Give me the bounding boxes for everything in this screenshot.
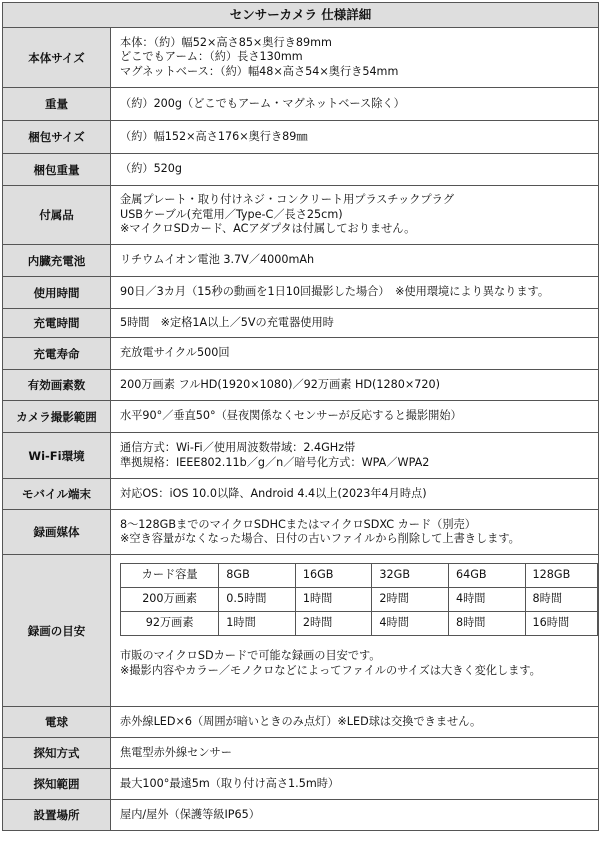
value-line: （約）200g（どこでもアーム・マグネットベース除く） — [120, 96, 405, 110]
value-line: 最大100°最遠5m（取り付け高さ1.5m時） — [120, 776, 340, 790]
row-label: 有効画素数 — [3, 370, 111, 400]
value-line: 充放電サイクル500回 — [120, 346, 230, 360]
spec-row-charge-life — [3, 338, 598, 370]
row-value — [111, 186, 598, 244]
table-cell: カード容量 — [121, 564, 219, 588]
recording-table — [120, 563, 598, 636]
spec-row-detection-method — [3, 738, 598, 769]
table-cell: 8時間 — [525, 588, 597, 612]
row-label: 探知方式 — [3, 738, 111, 768]
row-label: 付属品 — [3, 186, 111, 244]
row-value — [111, 370, 598, 400]
value-line: 水平90°／垂直50°（昼夜関係なくセンサーが反応すると撮影開始） — [120, 409, 462, 423]
value-line: マグネットベース：（約）幅48×高さ54×奥行き54mm — [120, 64, 399, 78]
value-line: 本体：（約）幅52×高さ85×奥行き89mm — [120, 35, 332, 49]
value-line: 対応OS：iOS 10.0以降、Android 4.4以上(2023年4月時点) — [120, 486, 427, 500]
table-cell: 200万画素 — [121, 588, 219, 612]
table-row — [121, 612, 598, 636]
row-label: 探知範囲 — [3, 769, 111, 799]
row-label: モバイル端末 — [3, 479, 111, 509]
value-line: 5時間 ※定格1A以上／5Vの充電器使用時 — [120, 315, 334, 329]
table-cell: 64GB — [448, 564, 525, 588]
spec-row-wifi — [3, 433, 598, 479]
spec-row-weight — [3, 88, 598, 121]
row-value — [111, 707, 598, 737]
row-value — [111, 510, 598, 554]
row-label: 使用時間 — [3, 277, 111, 308]
spec-row-package-size — [3, 121, 598, 154]
value-line: 焦電型赤外線センサー — [120, 745, 232, 759]
row-label: 重量 — [3, 88, 111, 120]
row-label: 電球 — [3, 707, 111, 737]
table-cell: 8GB — [219, 564, 296, 588]
row-value — [111, 479, 598, 509]
spec-row-battery — [3, 245, 598, 277]
row-value — [111, 245, 598, 276]
row-value — [111, 401, 598, 432]
spec-row-detection-range — [3, 769, 598, 800]
value-line: ※撮影内容やカラー／モノクロなどによってファイルのサイズは大きく変化します。 — [120, 663, 541, 677]
row-label: 本体サイズ — [3, 28, 111, 87]
spec-row-camera-range — [3, 401, 598, 433]
spec-row-mobile — [3, 479, 598, 510]
row-value — [111, 88, 598, 120]
row-value — [111, 738, 598, 768]
spec-row-media — [3, 510, 598, 555]
table-cell: 2時間 — [372, 588, 449, 612]
table-cell: 1時間 — [295, 588, 372, 612]
value-line: 屋内/屋外（保護等級IP65） — [120, 807, 260, 821]
spec-row-install-location — [3, 800, 598, 830]
row-label: 梱包重量 — [3, 154, 111, 185]
value-line: 赤外線LED×6（周囲が暗いときのみ点灯）※LED球は交換できません。 — [120, 714, 482, 728]
row-label: 設置場所 — [3, 800, 111, 830]
value-line: 8～128GBまでのマイクロSDHCまたはマイクロSDXC カード（別売） — [120, 517, 476, 531]
row-value — [111, 28, 598, 87]
spec-row-package-weight — [3, 154, 598, 186]
row-value — [111, 309, 598, 337]
table-cell: 4時間 — [448, 588, 525, 612]
row-label: 充電時間 — [3, 309, 111, 337]
value-line: 90日／3カ月（15秒の動画を1日10回撮影した場合） ※使用環境により異なります。 — [120, 285, 550, 299]
table-cell: 16GB — [295, 564, 372, 588]
value-line: 金属プレート・取り付けネジ・コンクリート用プラスチックプラグ — [120, 193, 455, 207]
row-value — [111, 433, 598, 478]
spec-row-led — [3, 707, 598, 738]
row-value — [111, 555, 598, 706]
row-label: 梱包サイズ — [3, 121, 111, 153]
table-cell: 8時間 — [448, 612, 525, 636]
row-label: 充電寿命 — [3, 338, 111, 369]
table-cell: 0.5時間 — [219, 588, 296, 612]
table-cell: 2時間 — [295, 612, 372, 636]
value-line: ※空き容量がなくなった場合、日付の古いファイルから削除して上書きします。 — [120, 532, 520, 545]
table-row — [121, 588, 598, 612]
spec-row-charge-time — [3, 309, 598, 338]
value-line: ※マイクロSDカード、ACアダプタは付属しておりません。 — [120, 222, 416, 236]
spec-row-accessories — [3, 186, 598, 245]
spec-title: センサーカメラ 仕様詳細 — [3, 3, 598, 28]
table-cell: 128GB — [525, 564, 597, 588]
row-label: 内臓充電池 — [3, 245, 111, 276]
row-value — [111, 277, 598, 308]
row-value — [111, 121, 598, 153]
row-label: カメラ撮影範囲 — [3, 401, 111, 432]
table-cell: 32GB — [372, 564, 449, 588]
spec-row-recording-estimate — [3, 555, 598, 707]
row-label: Wi-Fi環境 — [3, 433, 111, 478]
spec-table — [2, 2, 599, 831]
table-cell: 4時間 — [372, 612, 449, 636]
spec-row-usage-time — [3, 277, 598, 309]
spec-row-pixels — [3, 370, 598, 401]
table-row — [121, 564, 598, 588]
value-line: リチウムイオン電池 3.7V／4000mAh — [120, 253, 315, 267]
value-line: 200万画素 フルHD(1920×1080)／92万画素 HD(1280×720) — [120, 377, 440, 391]
table-cell: 1時間 — [219, 612, 296, 636]
row-label: 録画媒体 — [3, 510, 111, 554]
row-value — [111, 338, 598, 369]
row-label: 録画の目安 — [3, 555, 111, 706]
value-line: （約）520g — [120, 162, 183, 176]
value-line: （約）幅152×高さ176×奥行き89㎜ — [120, 129, 308, 143]
row-value — [111, 154, 598, 185]
table-cell: 16時間 — [525, 612, 597, 636]
value-line: 通信方式：Wi-Fi／使用周波数帯域：2.4GHz帯 — [120, 441, 356, 454]
value-line: USBケーブル(充電用／Type-C／長さ25cm) — [120, 207, 343, 221]
table-cell: 92万画素 — [121, 612, 219, 636]
row-value — [111, 769, 598, 799]
row-value — [111, 800, 598, 830]
value-line: 準拠規格：IEEE802.11b／g／n／暗号化方式：WPA／WPA2 — [120, 455, 430, 469]
value-line: どこでもアーム：（約）長さ130mm — [120, 50, 303, 64]
spec-row-body-size — [3, 28, 598, 88]
value-line: 市販のマイクロSDカードで可能な録画の目安です。 — [120, 649, 381, 662]
